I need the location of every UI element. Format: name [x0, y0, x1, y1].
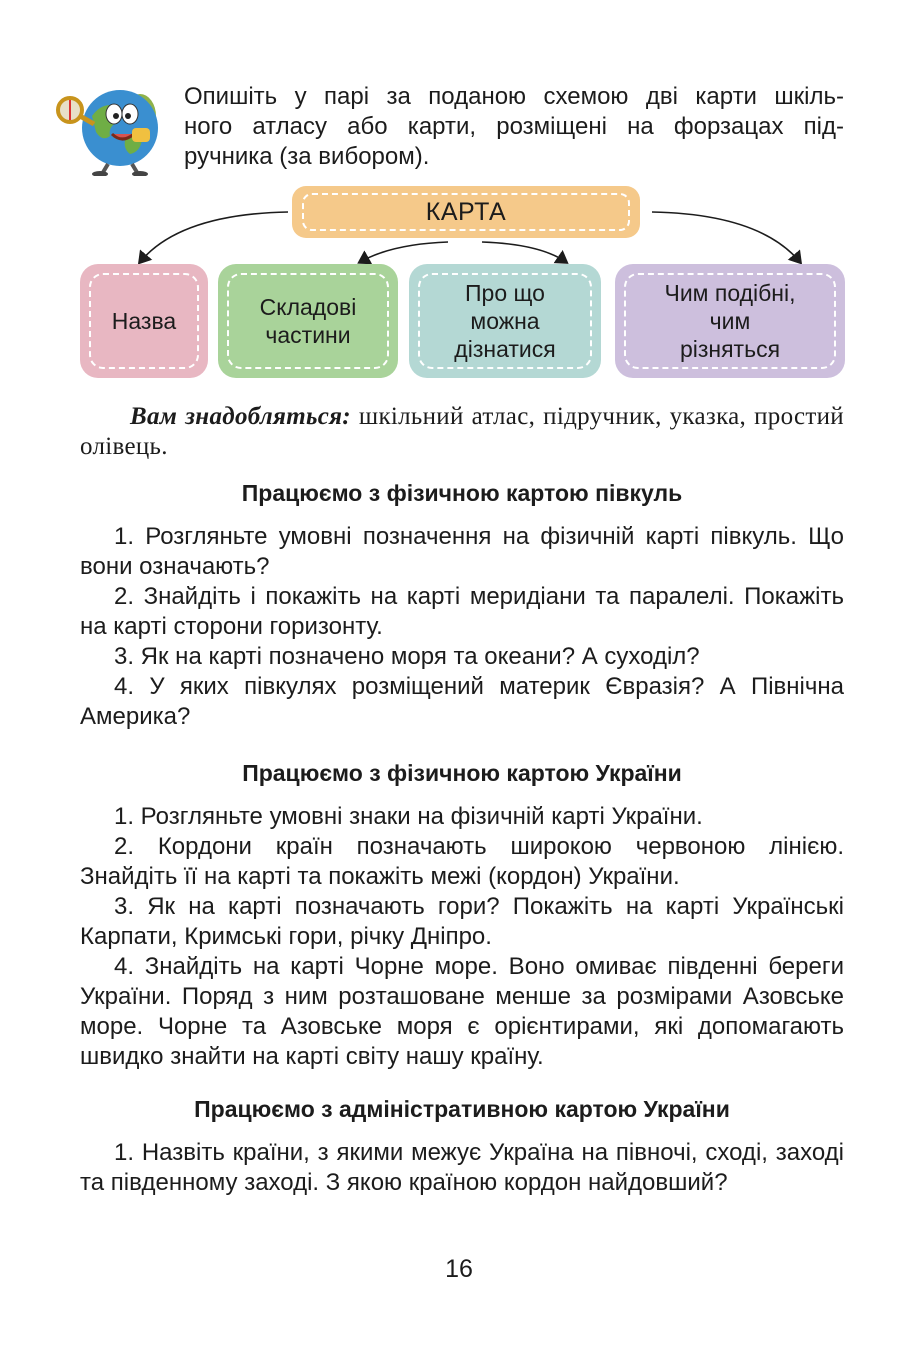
list-item: 3. Як на карті позначають гори? Покажіть на карті Українські Карпати, Кримські гори, річку Дніпро. [80, 893, 844, 950]
diagram-box-label: дізнатися [454, 336, 556, 362]
diagram-box-label: Складові [259, 294, 357, 320]
diagram-box-label: різняться [679, 336, 781, 362]
diagram-box-name [80, 264, 208, 378]
list-item: 4. У яких півкулях розміщений материк Євразія? А Північна Америка? [80, 673, 844, 730]
diagram-box-label: Про що [465, 280, 545, 306]
globe-mascot-illustration [52, 76, 172, 176]
list-item: 3. Як на карті позначено моря та океани? А суходіл? [114, 643, 700, 670]
diagram-root-label: КАРТА [302, 193, 630, 231]
arrow-mid-right [482, 242, 566, 262]
diagram-box-label: чим [709, 308, 751, 334]
section-items [80, 1138, 844, 1198]
materials-label: Вам знадобляться: [130, 403, 351, 430]
diagram-box-label: можна [470, 308, 540, 334]
intro-line: ручника (за вибором). [184, 143, 430, 170]
list-item: 4. Знайдіть на карті Чорне море. Воно омиває південні береги України. Поряд з ним розташоване менше за розмірами Азовське море. Чорне та Азовське моря є орієнтирами, які допомагають швидко знайти на карті світу нашу країну. [80, 953, 844, 1070]
diagram-box-compare [615, 264, 845, 378]
list-item: 1. Назвіть країни, з якими межує Україна на півночі, сході, заході та південному заході. З якою країною кордон найдовший? [80, 1139, 844, 1196]
materials-text: шкільний атлас, підручник, указка, простий олівець. [80, 403, 844, 460]
section-heading: Працюємо з фізичною картою України [242, 760, 682, 786]
arrow-left [140, 212, 288, 262]
materials-needed [80, 402, 844, 462]
arrow-mid-left [360, 242, 448, 262]
diagram-box-label: частини [265, 322, 351, 348]
diagram-root-box [292, 186, 640, 238]
intro-text [184, 82, 844, 172]
section-heading: Працюємо з фізичною картою півкуль [241, 480, 683, 506]
diagram-box-label: Назва [111, 308, 177, 334]
arrow-right [652, 212, 800, 262]
list-item: 1. Розгляньте умовні знаки на фізичній карті України. [114, 803, 703, 830]
section-items [80, 802, 844, 1072]
section-items [80, 522, 844, 732]
page-number: 16 [445, 1255, 473, 1283]
intro-line: ного атласу або карти, розміщені на форзацах під- [184, 113, 844, 140]
section-heading: Працюємо з адміністративною картою України [194, 1096, 730, 1122]
list-item: 2. Кордони країн позначають широкою червоною лінією. Знайдіть її на карті та покажіть межі (кордон) України. [80, 833, 844, 890]
list-item: 2. Знайдіть і покажіть на карті меридіани та паралелі. Покажіть на карті сторони горизонту. [80, 583, 844, 640]
diagram-box-label: Чим подібні, [664, 280, 796, 306]
list-item: 1. Розгляньте умовні позначення на фізичній карті півкуль. Що вони означають? [80, 523, 844, 580]
diagram-box-parts [218, 264, 398, 378]
diagram-box-learn [409, 264, 601, 378]
intro-line: Опишіть у парі за поданою схемою дві карти шкіль- [184, 83, 844, 110]
